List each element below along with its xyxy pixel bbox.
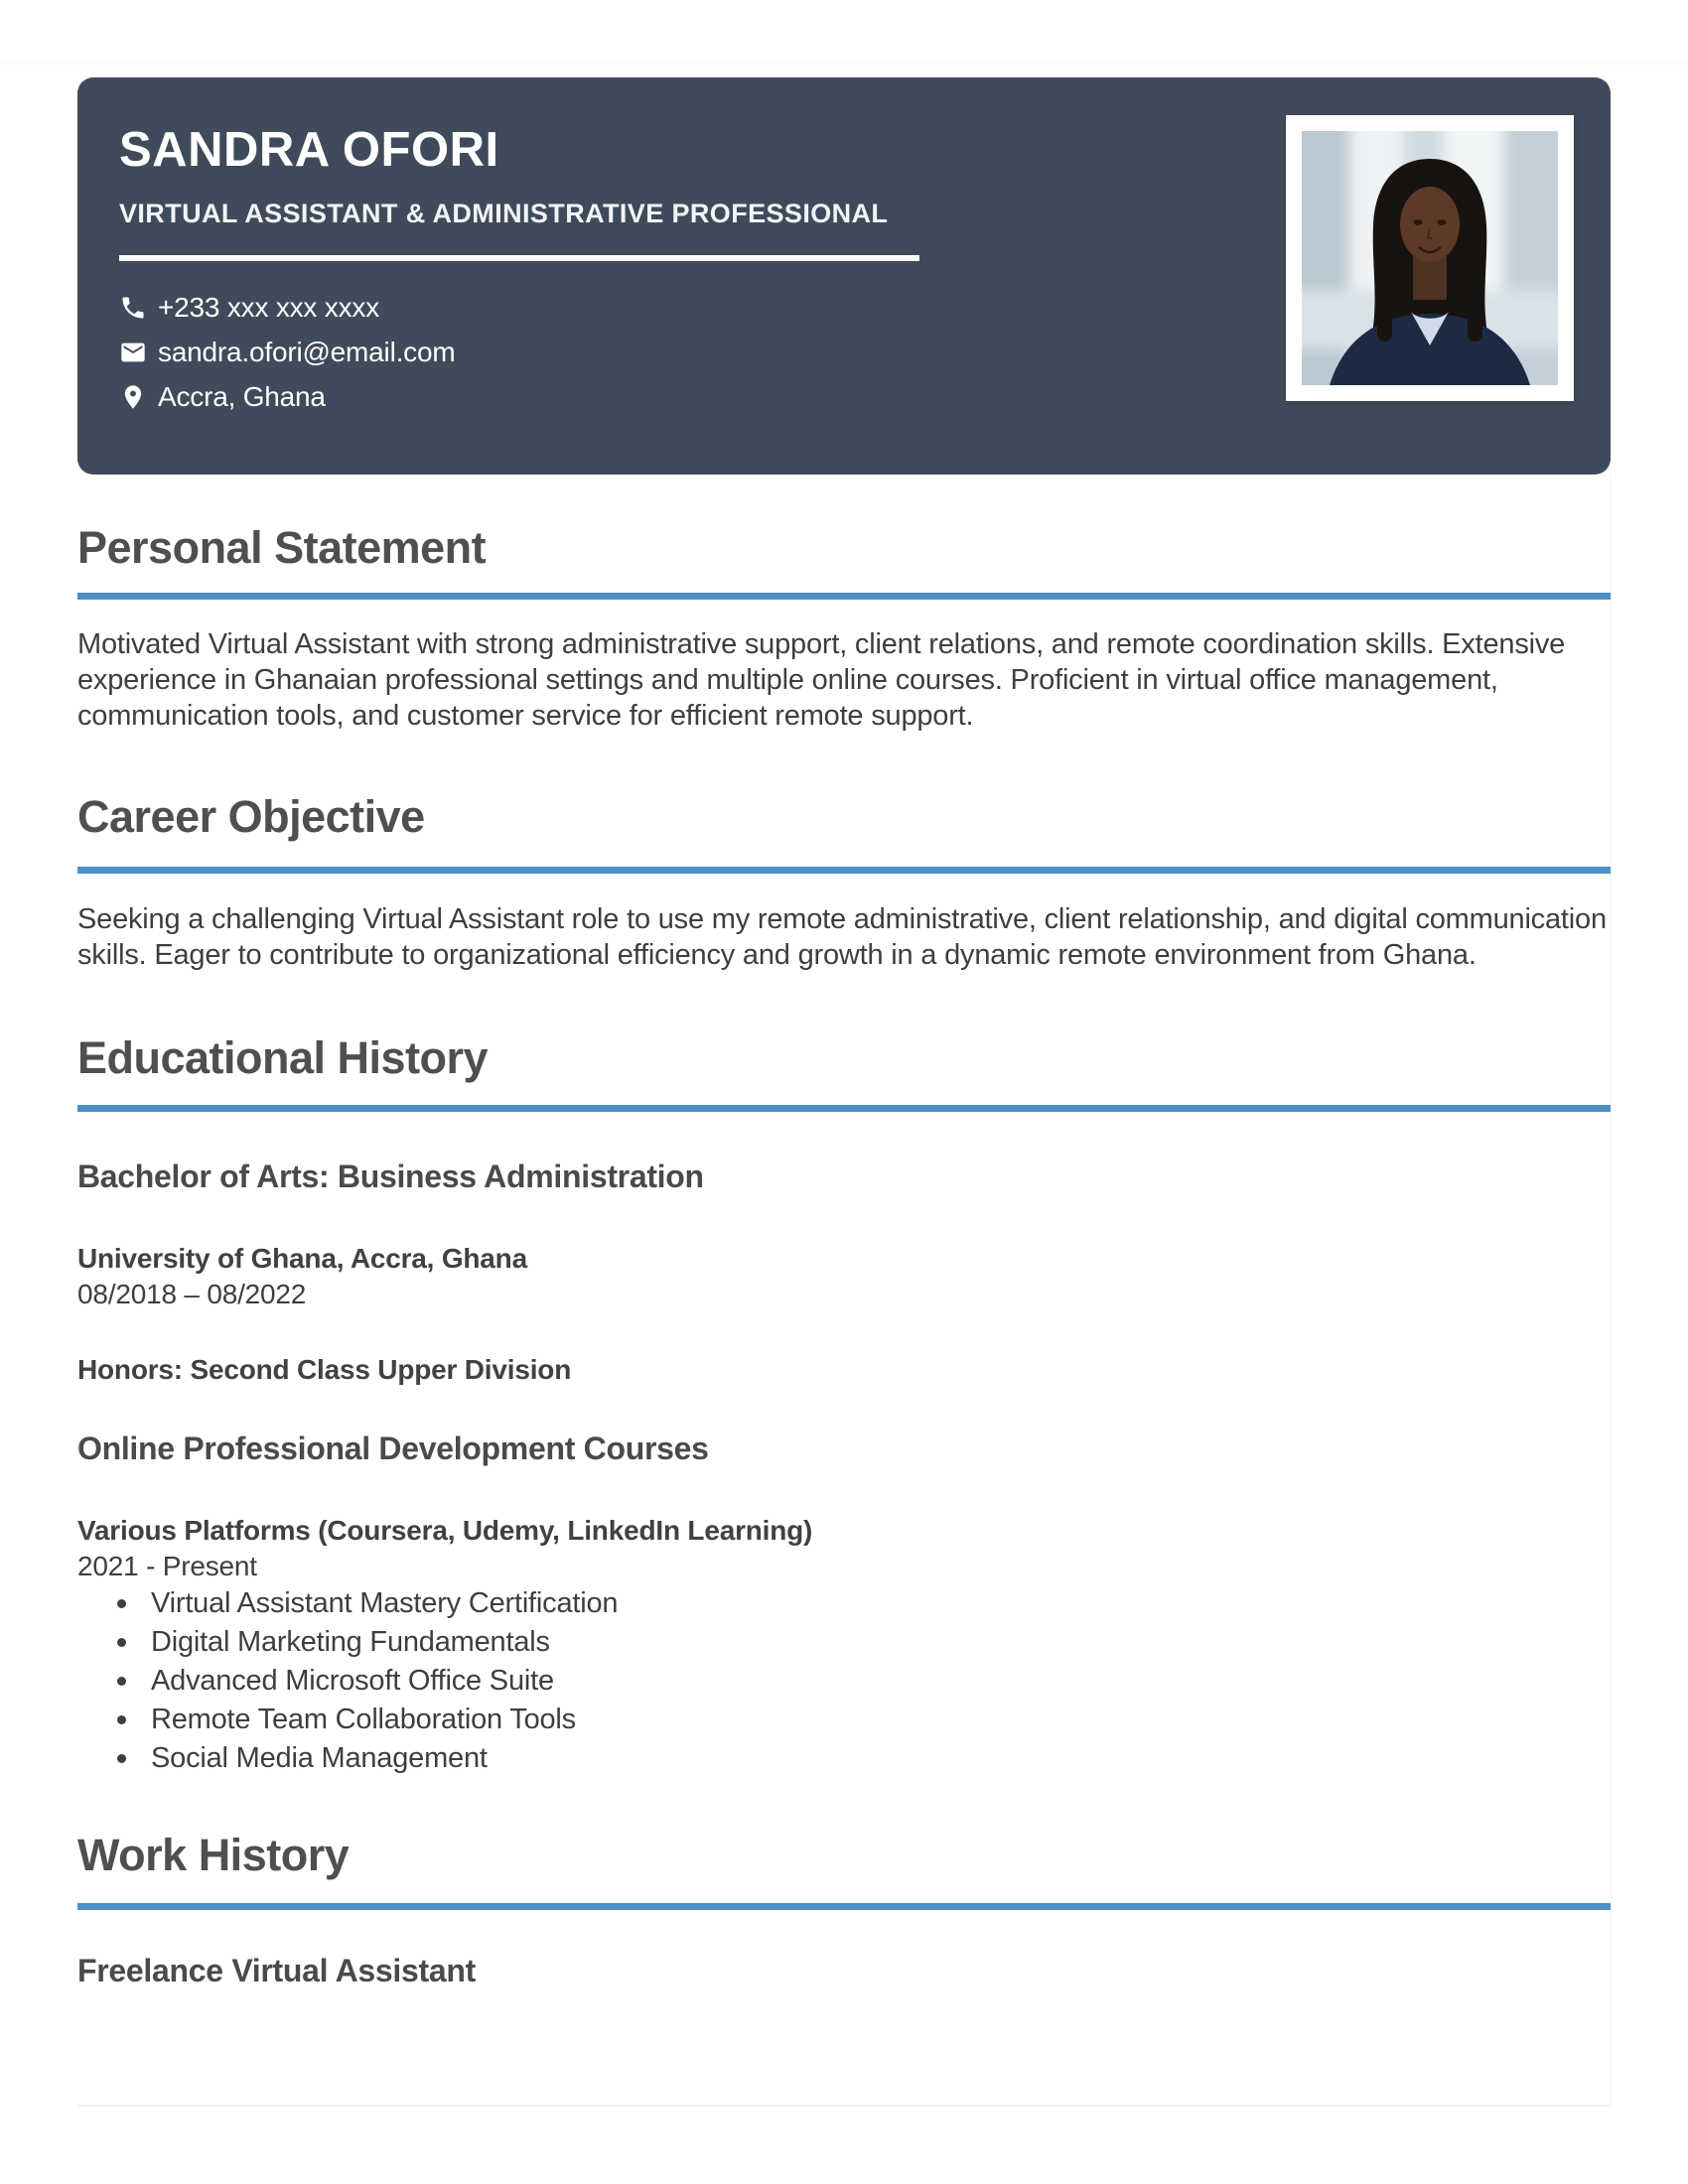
list-item: Advanced Microsoft Office Suite	[107, 1662, 1611, 1701]
phone-icon	[119, 294, 147, 322]
header-divider	[119, 255, 919, 261]
contact-email: sandra.ofori@email.com	[158, 336, 456, 367]
courses-dates: 2021 - Present	[77, 1551, 257, 1582]
degree-honors: Honors: Second Class Upper Division	[77, 1354, 572, 1386]
location-pin-icon	[119, 383, 147, 411]
resume-body	[77, 475, 1611, 1989]
candidate-title: VIRTUAL ASSISTANT & ADMINISTRATIVE PROFESSIONAL	[119, 198, 889, 228]
section-heading-personal-statement: Personal Statement	[77, 522, 487, 573]
page-right-edge	[1611, 475, 1612, 2106]
degree-school: University of Ghana, Accra, Ghana	[77, 1243, 527, 1275]
contact-phone: +233 xxx xxx xxxx	[158, 291, 380, 323]
job-title: Freelance Virtual Assistant	[77, 1953, 476, 1988]
section-rule	[77, 867, 1611, 874]
courses-list	[107, 1584, 1611, 1778]
section-heading-career-objective: Career Objective	[77, 790, 425, 842]
profile-photo-image	[1302, 131, 1558, 385]
courses-title: Online Professional Development Courses	[77, 1431, 709, 1467]
degree-title: Bachelor of Arts: Business Administration	[77, 1159, 704, 1195]
page-bottom-divider	[77, 2105, 1611, 2107]
career-objective-text: Seeking a challenging Virtual Assistant role to use my remote administrative, client relationship, and digital communication skills. Eager to contribute to organizational efficiency and growth in a dynamic remote environment from Ghana.	[77, 902, 1607, 971]
personal-statement-text: Motivated Virtual Assistant with strong administrative support, client relations, and remote coordination skills. Extensive experience in Ghanaian professional settings and multiple online courses. Proficient in virtual office management, communication tools, and customer service for efficient remote support.	[77, 627, 1566, 732]
courses-platforms: Various Platforms (Coursera, Udemy, LinkedIn Learning)	[77, 1515, 813, 1547]
list-item: Social Media Management	[107, 1739, 1611, 1778]
contact-location: Accra, Ghana	[158, 380, 326, 412]
degree-dates: 08/2018 – 08/2022	[77, 1279, 307, 1310]
candidate-name: SANDRA OFORI	[119, 123, 499, 177]
page-top-edge	[0, 61, 1688, 65]
resume-header	[77, 77, 1611, 475]
section-rule	[77, 1903, 1611, 1910]
section-heading-educational-history: Educational History	[77, 1031, 489, 1083]
section-rule	[77, 1105, 1611, 1112]
email-icon	[119, 339, 147, 366]
section-heading-work-history: Work History	[77, 1830, 350, 1881]
list-item: Virtual Assistant Mastery Certification	[107, 1584, 1611, 1623]
profile-photo	[1286, 115, 1574, 401]
section-rule	[77, 593, 1611, 600]
list-item: Remote Team Collaboration Tools	[107, 1701, 1611, 1739]
list-item: Digital Marketing Fundamentals	[107, 1623, 1611, 1662]
